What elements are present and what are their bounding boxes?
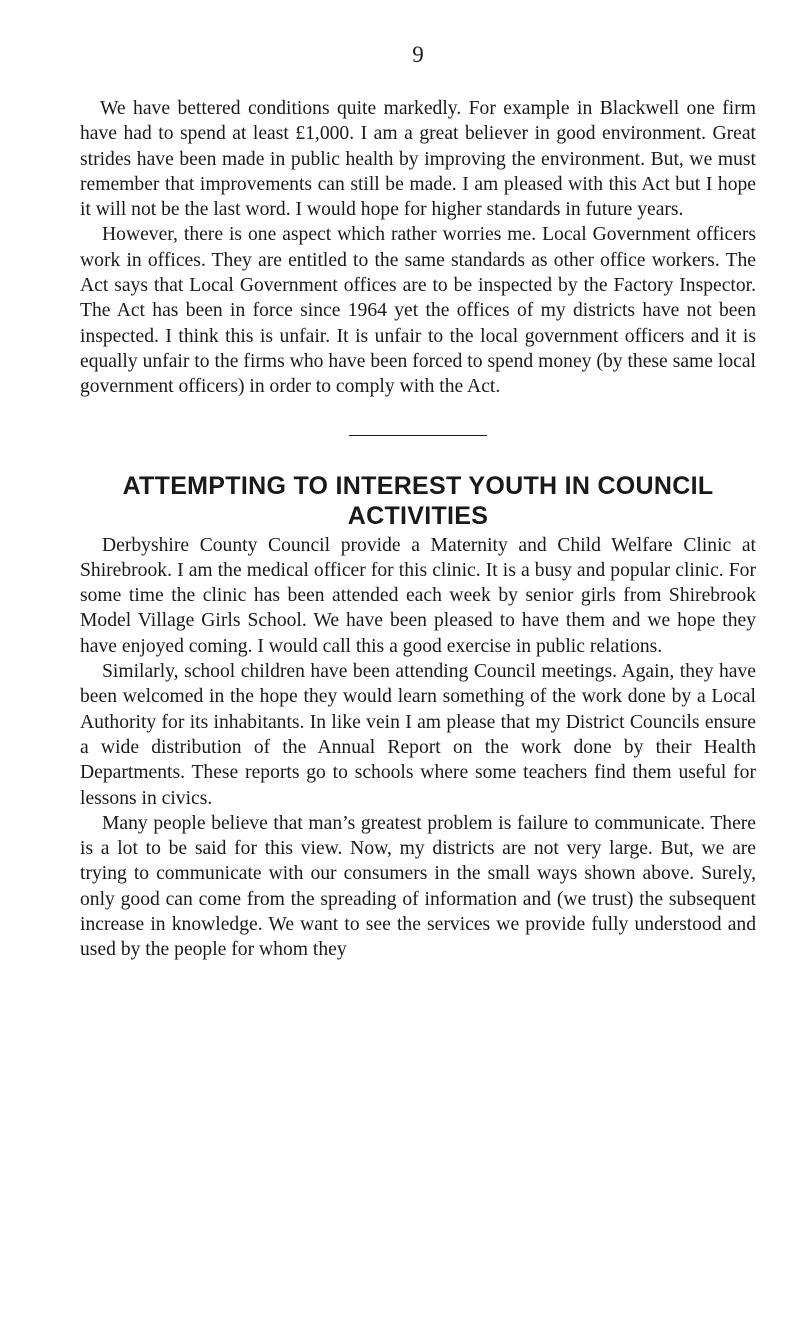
paragraph: We have bettered conditions quite markedly. For example in Blackwell one firm have had to spend at least £1,000. I am a great believer in good environment. Great strides have been made in public health by improving the environment. But, we must remember that improvements can still be made. I am pleased with this Act but I hope it will not be the last word. I would hope for higher standards in future years. bbox=[80, 98, 756, 221]
paragraph: Derbyshire County Council provide a Maternity and Child Welfare Clinic at Shirebrook. I am the medical officer for this clinic. It is a busy and popular clinic. For some time the clinic has been attended each week by senior girls from Shirebrook Model Village Girls School. We have been pleased to have them and we hope they have enjoyed coming. I would call this a good exercise in public relations. bbox=[80, 534, 756, 657]
section-heading: ATTEMPTING TO INTEREST YOUTH IN COUNCIL ACTIVITIES bbox=[122, 471, 714, 530]
document-page bbox=[80, 40, 756, 963]
section-divider bbox=[349, 435, 487, 436]
paragraph: Similarly, school children have been attending Council meetings. Again, they have been welcomed in the hope they would learn something of the work done by a Local Authority for its inhabitants. In like vein I am please that my District Councils ensure a wide distribution of the Annual Report on the work done by their Health Departments. These reports go to schools where some teachers find them useful for lessons in civics. bbox=[80, 661, 756, 809]
page-number: 9 bbox=[412, 42, 424, 67]
section-youth bbox=[80, 471, 756, 963]
section-environment bbox=[80, 96, 756, 400]
paragraph: However, there is one aspect which rather worries me. Local Government officers work in offices. They are entitled to the same standards as other office workers. The Act says that Local Government offices are to be inspected by the Factory Inspector. The Act has been in force since 1964 yet the offices of my districts have not been inspected. I think this is unfair. It is unfair to the local government officers and it is equally unfair to the firms who have been forced to spend money (by these same local government officers) in order to comply with the Act. bbox=[80, 224, 756, 398]
paragraph: Many people believe that man’s greatest problem is failure to communicate. There is a lot to be said for this view. Now, my districts are not very large. But, we are trying to communicate with our consumers in the small ways shown above. Surely, only good can come from the spreading of information and (we trust) the subsequent increase in knowledge. We want to see the services we provide fully understood and used by the people for whom they bbox=[80, 812, 756, 961]
